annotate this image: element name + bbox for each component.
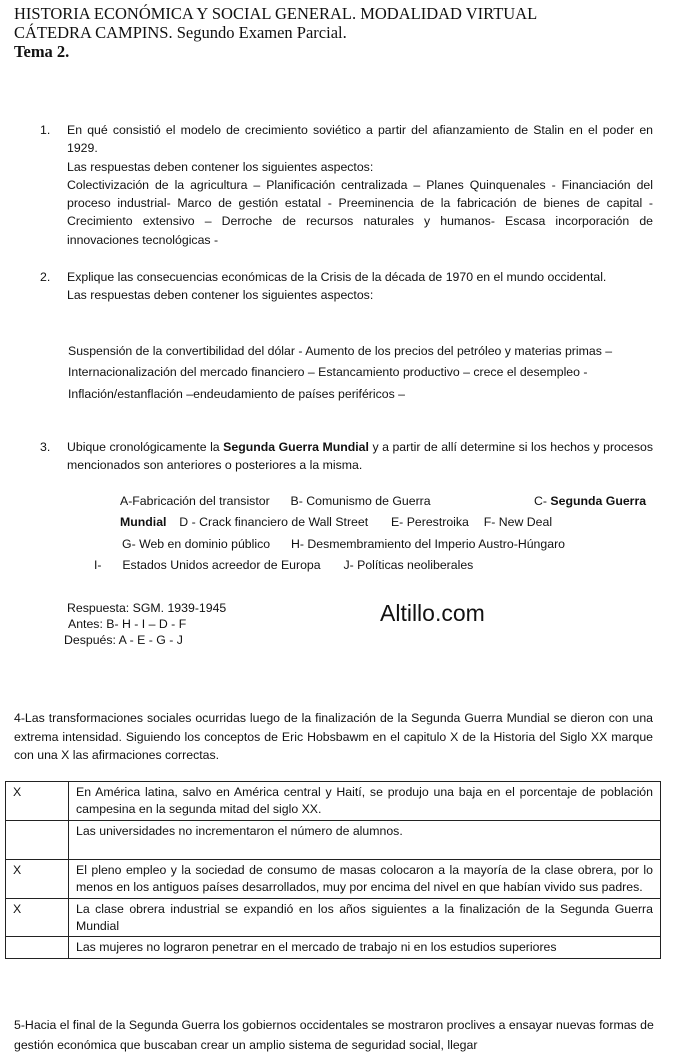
option-b: B- Comunismo de Guerra [290,494,431,508]
exam-theme: Tema 2. [14,42,70,61]
options-row [120,512,653,533]
q3-answer [64,600,226,648]
statement: En América latina, salvo en América central y Haití, se produjo una baja en el porcentaje de población campesina en la segunda mitad del siglo XX. [69,782,661,821]
check-mark [6,820,69,859]
course-subtitle: CÁTEDRA CAMPINS. Segundo Examen Parcial. [14,23,347,42]
options-list [120,491,653,555]
highlight-term: Segunda Guerra Mundial [223,440,369,454]
check-mark: X [6,782,69,821]
site-watermark: Altillo.com [380,600,485,626]
question-number: 1. [40,123,51,137]
option-h: H- Desmembramiento del Imperio Austro-Húngaro [290,536,566,551]
table-row [6,820,661,859]
course-title: HISTORIA ECONÓMICA Y SOCIAL GENERAL. MODALIDAD VIRTUAL [14,4,538,23]
question-number: 2. [40,270,51,284]
options-row [120,534,653,555]
question-4-text: 4-Las transformaciones sociales ocurridas luego de la finalización de la Segunda Guerra Mundial se dieron con una extrema intensidad. Siguiendo los conceptos de Eric Hobsbawm en el capitulo X de la Historia del Siglo XX marque con una X las afirmaciones correctas. [14,711,653,763]
answer-intro: Las respuestas deben contener los siguientes aspectos: [67,288,374,303]
question-text: Ubique cronológicamente la Segunda Guerra Mundial y a partir de allí determine si los hechos y procesos mencionados son anteriores o posteriores a la misma. [67,440,653,473]
option-g: G- Web en dominio público [122,536,271,551]
answer-after: Después: A - E - G - J [64,633,183,647]
option-f: F- New Deal [483,515,553,530]
answer-before: Antes: B- H - I – D - F [68,617,187,631]
statement: Las universidades no incrementaron el número de alumnos. [69,820,661,859]
answer-aspects: Suspensión de la convertibilidad del dólar - Aumento de los precios del petróleo y materias primas – Internacionalización del mercado financiero – Estancamiento productivo – crece el desempleo - Inflación/estanflación –endeudamiento de países periféricos – [68,344,613,401]
option-a: A-Fabricación del transistor [120,494,270,508]
answer-aspects: Colectivización de la agricultura – Planificación centralizada – Planes Quinquenales - Financiación del proceso industrial- Marco de gestión estatal - Preeminencia de la fabricación de bienes de capital - Crecimiento extensivo – Derroche de recursos naturales y humanos- Escasa incorporación de innovaciones tecnológicas - [67,177,653,247]
check-mark: X [6,898,69,937]
answer-line: Respuesta: SGM. 1939-1945 [67,601,227,615]
statement: Las mujeres no lograron penetrar en el mercado de trabajo ni en los estudios superiores [69,937,661,958]
question-body [67,121,653,249]
option-i-marker: I- [94,558,102,572]
table-row [6,782,661,821]
question-text: Explique las consecuencias económicas de la Crisis de la década de 1970 en el mundo occidental. [67,270,607,284]
answer-intro: Las respuestas deben contener los siguientes aspectos: [67,159,374,174]
options-row [120,491,653,512]
table-row [6,898,661,937]
question-5-text: 5-Hacia el final de la Segunda Guerra los gobiernos occidentales se mostraron proclives a ensayar nuevas formas de gestión económica que buscaban crear un amplio sistema de seguridad social, llegar [14,1018,654,1052]
option-e: E- Perestroika [390,515,469,530]
question-text: En qué consistió el modelo de crecimiento soviético a partir del afianzamiento de Stalin en el poder en 1929. [67,123,653,156]
check-mark [6,937,69,958]
q4-table [5,781,661,959]
option-j: J- Políticas neoliberales [343,558,474,572]
check-mark: X [6,859,69,898]
option-c: C- Segunda Guerra [534,494,647,508]
statement: La clase obrera industrial se expandió en los años siguientes a la finalización de la Segunda Guerra Mundial [69,898,661,937]
option-c-continued: Mundial [120,515,167,530]
question-number: 3. [40,440,51,454]
option-d: D - Crack financiero de Wall Street [179,515,369,530]
options-row [94,555,473,576]
document-header [14,4,694,61]
statement: El pleno empleo y la sociedad de consumo de masas colocaron a la mayoría de la clase obrera, por lo menos en los antiguos países desarrollados, muy por encima del nivel en que habían vivido sus padres. [69,859,661,898]
table-row [6,859,661,898]
option-i: Estados Unidos acreedor de Europa [122,558,321,572]
question-body [67,268,653,305]
table-row [6,937,661,958]
